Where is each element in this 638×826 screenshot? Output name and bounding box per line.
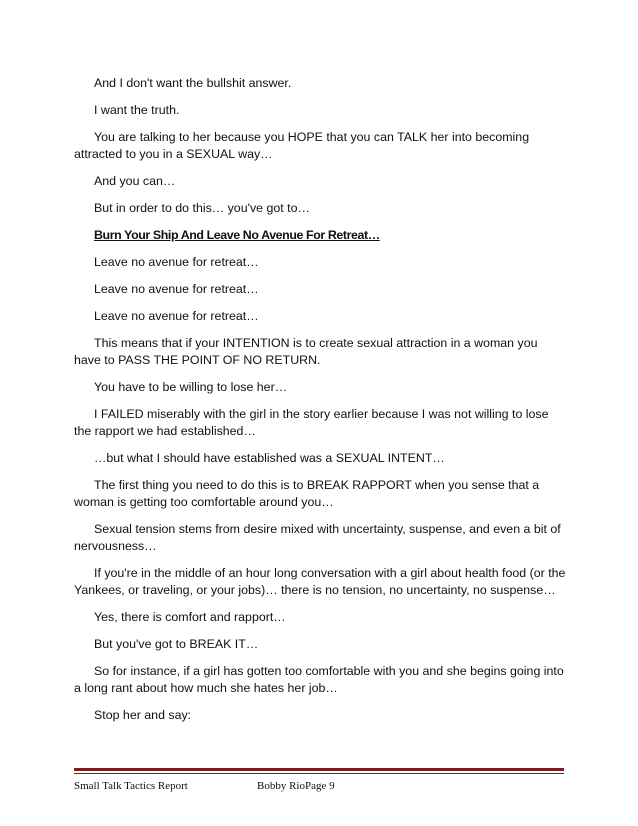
page-body <box>74 75 566 734</box>
paragraph: This means that if your INTENTION is to create sexual attraction in a woman you have to PASS THE POINT OF NO RETURN. <box>74 336 538 367</box>
paragraph: You are talking to her because you HOPE that you can TALK her into becoming attracted to you in a SEXUAL way… <box>74 130 530 161</box>
footer-divider-thin <box>74 773 564 774</box>
paragraph: I FAILED miserably with the girl in the story earlier because I was not willing to lose the rapport we had established… <box>74 407 549 438</box>
paragraph: So for instance, if a girl has gotten too comfortable with you and she begins going into a long rant about how much she hates her job… <box>74 664 564 695</box>
paragraph: But you've got to BREAK IT… <box>94 637 259 651</box>
paragraph: I want the truth. <box>94 103 180 117</box>
paragraph: Yes, there is comfort and rapport… <box>94 610 286 624</box>
footer-divider <box>74 768 564 771</box>
footer-author-page: Bobby RioPage 9 <box>257 780 335 792</box>
paragraph: Leave no avenue for retreat… <box>94 309 259 323</box>
paragraph: Stop her and say: <box>94 708 192 722</box>
section-heading: Burn Your Ship And Leave No Avenue For Retreat… <box>94 228 380 242</box>
paragraph: …but what I should have established was a SEXUAL INTENT… <box>94 451 445 465</box>
paragraph: And I don't want the bullshit answer. <box>94 76 292 90</box>
paragraph: And you can… <box>94 174 176 188</box>
paragraph: Leave no avenue for retreat… <box>94 282 259 296</box>
footer-report-title: Small Talk Tactics Report <box>74 780 188 792</box>
paragraph: If you're in the middle of an hour long conversation with a girl about health food (or the Yankees, or traveling, or your jobs)… there is no tension, no uncertainty, no suspense… <box>74 566 566 597</box>
paragraph: You have to be willing to lose her… <box>94 380 288 394</box>
paragraph: Leave no avenue for retreat… <box>94 255 259 269</box>
paragraph: Sexual tension stems from desire mixed with uncertainty, suspense, and even a bit of nervousness… <box>74 522 561 553</box>
paragraph: But in order to do this… you've got to… <box>94 201 310 215</box>
paragraph: The first thing you need to do this is to BREAK RAPPORT when you sense that a woman is getting too comfortable around you… <box>74 478 540 509</box>
